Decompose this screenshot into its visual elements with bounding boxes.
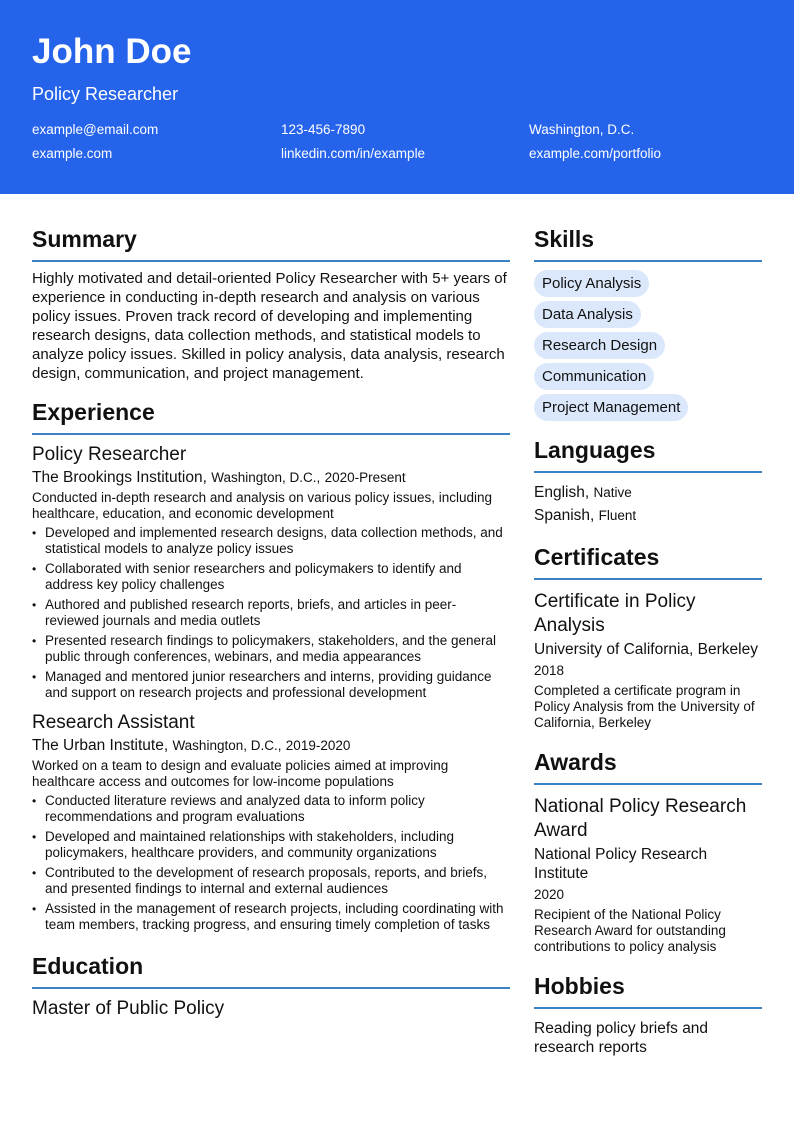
languages-section: [534, 435, 762, 527]
job-bullet: • Contributed to the development of research proposals, reports, and briefs, and presented findings to internal and external audiences: [32, 865, 510, 897]
skill-tag: Communication: [534, 363, 654, 390]
job-dates: 2020-Present: [324, 470, 406, 485]
award-description: Recipient of the National Policy Research Award for outstanding contributions to policy analysis: [534, 907, 726, 954]
skill-tag: Policy Analysis: [534, 270, 649, 297]
language-name: English,: [534, 484, 590, 501]
job-meta: [32, 736, 510, 756]
job-bullet: • Developed and maintained relationships with stakeholders, including policymakers, healthcare providers, and community organizations: [32, 829, 510, 861]
contact-phone[interactable]: 123-456-7890: [281, 122, 366, 137]
contact-location: Washington, D.C.: [529, 122, 635, 137]
job-company: The Urban Institute,: [32, 737, 169, 754]
contact-portfolio[interactable]: example.com/portfolio: [529, 146, 662, 161]
job-title: Policy Researcher: [32, 444, 187, 465]
contact-linkedin[interactable]: linkedin.com/in/example: [281, 146, 426, 161]
summary-section: [32, 224, 510, 383]
skill-tag: Research Design: [534, 332, 665, 359]
skills-section: [534, 224, 762, 421]
job-bullets: [32, 525, 510, 701]
main-column: [32, 224, 510, 1021]
hobbies-section: [534, 971, 762, 1057]
language-item: [534, 504, 762, 527]
award-org: National Policy Research Institute: [534, 846, 708, 882]
job-location: Washington, D.C.,: [211, 470, 321, 485]
job-bullet: • Presented research findings to policymakers, stakeholders, and the general public through conferences, webinars, and media appearances: [32, 633, 510, 665]
education-heading: Education: [32, 951, 510, 989]
job-company: The Brookings Institution,: [32, 469, 207, 486]
certificate-year: 2018: [534, 663, 565, 678]
summary-text: Highly motivated and detail-oriented Policy Researcher with 5+ years of experience in conducting in-depth research and analysis on various policy issues. Proven track record of developing and implementing research designs, data collection methods, and statistical models to analyze policy issues. Skilled in policy analysis, data analysis, research design, communication, and project management.: [32, 270, 507, 382]
language-item: [534, 481, 762, 504]
language-level: Fluent: [598, 508, 637, 523]
language-level: Native: [593, 485, 632, 500]
awards-heading: Awards: [534, 747, 762, 785]
summary-heading: Summary: [32, 224, 510, 262]
experience-heading: Experience: [32, 397, 510, 435]
side-column: [534, 224, 762, 1057]
education-section: [32, 951, 510, 1021]
job-entry: [32, 443, 510, 701]
certificates-section: [534, 542, 762, 731]
education-degree: Master of Public Policy: [32, 998, 225, 1019]
skill-tag: Data Analysis: [534, 301, 641, 328]
certificates-heading: Certificates: [534, 542, 762, 580]
award-title: National Policy Research Award: [534, 796, 747, 841]
job-bullets: [32, 793, 510, 933]
job-description: Conducted in-depth research and analysis on various policy issues, including healthcare, education, and economic development: [32, 490, 493, 521]
certificate-description: Completed a certificate program in Policy Analysis from the University of California, Berkeley: [534, 683, 755, 730]
contact-website[interactable]: example.com: [32, 146, 113, 161]
certificate-title: Certificate in Policy Analysis: [534, 591, 696, 636]
skills-list: [534, 270, 762, 421]
candidate-name: John Doe: [32, 32, 192, 71]
job-bullet: • Developed and implemented research designs, data collection methods, and statistical models to analyze policy issues: [32, 525, 510, 557]
job-entry: [32, 711, 510, 933]
award-year: 2020: [534, 887, 565, 902]
job-bullet: • Assisted in the management of research projects, including coordinating with team members, tracking progress, and ensuring timely completion of tasks: [32, 901, 510, 933]
job-meta: [32, 468, 510, 488]
job-description: Worked on a team to design and evaluate policies aimed at improving healthcare access and outcomes for low-income populations: [32, 758, 449, 789]
language-name: Spanish,: [534, 507, 595, 524]
contact-email[interactable]: example@email.com: [32, 122, 159, 137]
skills-heading: Skills: [534, 224, 762, 262]
resume-header: [0, 0, 794, 194]
job-location: Washington, D.C.,: [172, 738, 282, 753]
experience-section: [32, 397, 510, 933]
job-bullet: • Conducted literature reviews and analyzed data to inform policy recommendations and program evaluations: [32, 793, 510, 825]
skill-tag: Project Management: [534, 394, 688, 421]
candidate-title: Policy Researcher: [32, 84, 179, 104]
job-bullet: • Authored and published research reports, briefs, and articles in peer-reviewed journals and media outlets: [32, 597, 510, 629]
job-bullet: • Collaborated with senior researchers and policymakers to identify and address key policy challenges: [32, 561, 510, 593]
hobby-item: Reading policy briefs and research reports: [534, 1020, 709, 1056]
job-dates: 2019-2020: [285, 738, 351, 753]
job-title: Research Assistant: [32, 712, 195, 733]
awards-section: [534, 747, 762, 955]
languages-heading: Languages: [534, 435, 762, 473]
hobbies-heading: Hobbies: [534, 971, 762, 1009]
certificate-org: University of California, Berkeley: [534, 641, 758, 658]
job-bullet: • Managed and mentored junior researchers and interns, providing guidance and support on research projects and professional development: [32, 669, 510, 701]
